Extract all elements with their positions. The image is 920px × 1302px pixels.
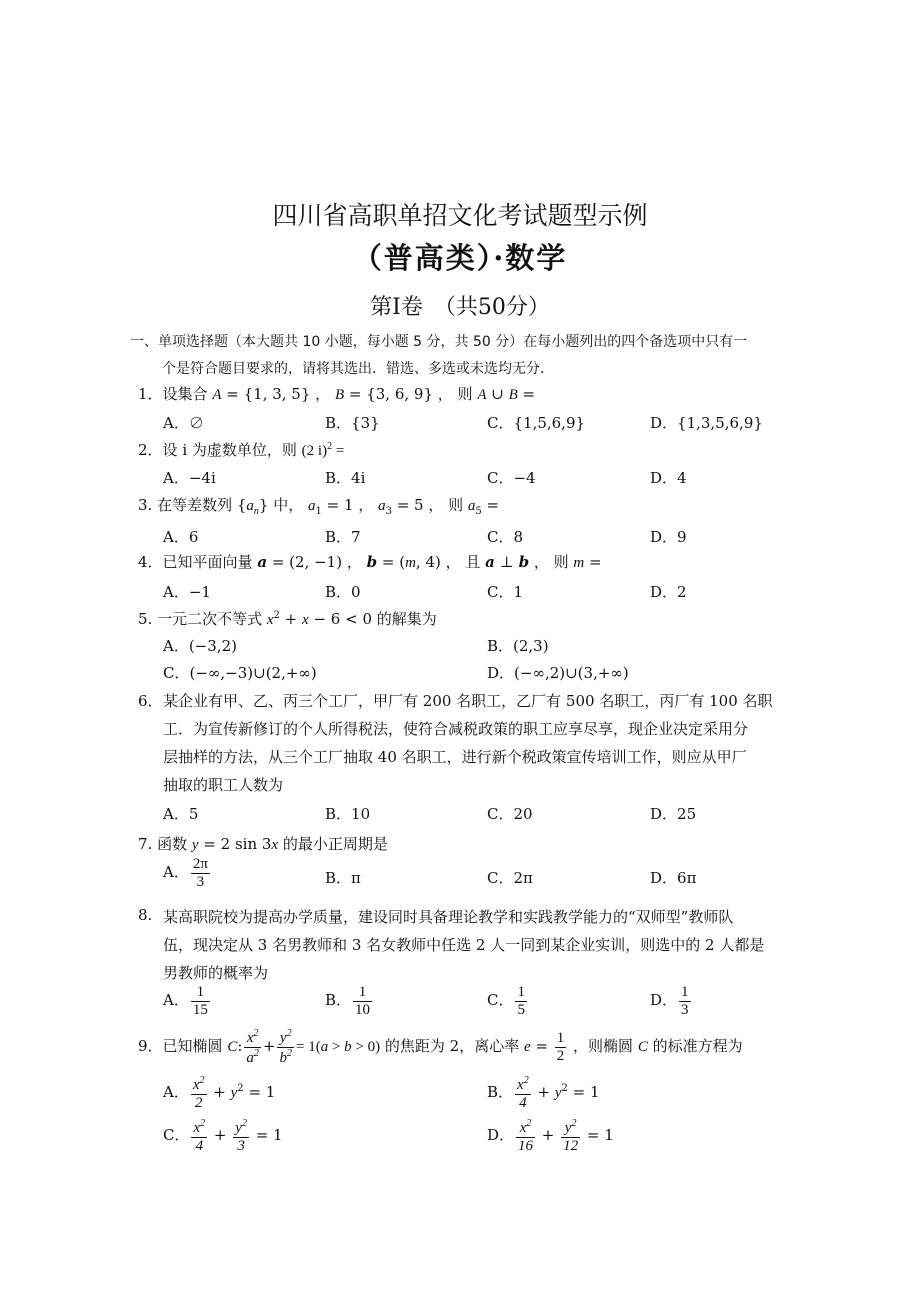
question-6-stem-line-1: 某企业有甲、乙、丙三个工厂，甲厂有 200 名职工，乙厂有 500 名职工，丙厂有 100 名职 (163, 692, 773, 710)
question-7-option-b: B．π (325, 869, 361, 887)
question-7-option-c: C．2π (487, 869, 533, 887)
question-8-stem-line-1: 某高职院校为提高办学质量，建设同时具备理论教学和实践教学能力的“双师型”教师队 (163, 908, 734, 926)
question-3-option-b: B．7 (325, 528, 361, 546)
question-2-option-a: A．−4i (163, 469, 216, 487)
question-6-option-c: C．20 (487, 805, 533, 823)
question-9-option-c: C． $\frac{x^2}{4}$ + $\frac{y^2}{3}$ = 1 (163, 1118, 283, 1154)
question-4-option-a: A．−1 (163, 583, 211, 601)
question-2-option-c: C．−4 (487, 469, 536, 487)
question-6-number: 6． (138, 692, 163, 710)
question-5-stem: 5. 一元二次不等式 $x^2 + x - 6 < 0$ 的解集为 (138, 610, 437, 628)
question-4-option-d: D．2 (650, 583, 687, 601)
question-4-option-c: C．1 (487, 583, 524, 601)
question-8-number: 8. (138, 906, 153, 924)
question-9-option-a: A． $\frac{x^2}{2}$ + $y^2 = 1$ (163, 1075, 276, 1111)
question-6-option-b: B．10 (325, 805, 371, 823)
question-8-stem-line-2: 伍，现决定从 3 名男教师和 3 名女教师中任选 2 人一同到某企业实训，则选中的 2 人都是 (163, 936, 765, 954)
question-6-option-a: A．5 (163, 805, 199, 823)
question-9-option-d: D． $\frac{x^2}{16}$ + $\frac{y^2}{12}$ = 1 (487, 1118, 614, 1154)
question-5-option-a: A．(−3,2) (163, 637, 237, 655)
question-3-option-a: A．6 (163, 528, 199, 546)
question-7-option-a: A． $\frac{2\pi}{3}$ (163, 856, 208, 890)
question-6-stem-line-2: 工．为宣传新修订的个人所得税法，使符合减税政策的职工应享尽享，现企业决定采用分 (163, 720, 749, 738)
question-9-option-b: B． $\frac{x^2}{4}$ + $y^2 = 1$ (487, 1075, 600, 1111)
question-2-stem: 2．设 i 为虚数单位，则 (2 i)$^2$ = (138, 441, 345, 459)
question-4-option-b: B．0 (325, 583, 361, 601)
question-2-option-b: B．4i (325, 469, 366, 487)
question-6-stem-line-3: 层抽样的方法，从三个工厂抽取 40 名职工，进行新个税政策宣传培训工作，则应从甲厂 (163, 748, 747, 766)
question-3-option-d: D．9 (650, 528, 687, 546)
question-8-option-b: B． $\frac{1}{10}$ (325, 984, 371, 1018)
question-3-option-c: C．8 (487, 528, 524, 546)
question-1-option-c: C．{1,5,6,9} (487, 414, 586, 432)
question-5-option-d: D．(−∞,2)∪(3,+∞) (487, 664, 629, 682)
question-8-option-d: D． $\frac{1}{3}$ (650, 984, 689, 1018)
question-7-option-d: D．6π (650, 869, 697, 887)
question-1-stem: 1．设集合 A = {1, 3, 5} ， B = {3, 6, 9} ， 则 A ∪ B = (138, 385, 536, 403)
volume-heading: 第Ⅰ卷 （共50分） (370, 295, 550, 320)
question-1-option-a: A．∅ (163, 414, 204, 432)
question-1-option-d: D．{1,3,5,6,9} (650, 414, 763, 432)
question-4-stem: 4．已知平面向量 a = (2, −1) ， b = (m, 4) ， 且 a ⊥ b ， 则 m = (138, 553, 602, 571)
question-9-stem: 9．已知椭圆 C: $\frac{x^2}{a^2}$ + $\frac{y^2}{b^2}$ = 1(a > b > 0) 的焦距为 2，离心率 e = $\frac{1}{2}$ ，则椭圆 C 的标准方程为 (138, 1028, 743, 1066)
question-5-option-c: C．(−∞,−3)∪(2,+∞) (163, 664, 317, 682)
question-8-option-c: C． $\frac{1}{5}$ (487, 984, 525, 1018)
question-1-option-b: B．{3} (325, 414, 380, 432)
question-2-option-d: D．4 (650, 469, 687, 487)
question-8-option-a: A． $\frac{1}{15}$ (163, 984, 208, 1018)
question-8-stem-line-3: 男教师的概率为 (163, 964, 269, 982)
page-subtitle: （普高类）·数学 (352, 241, 568, 275)
section-instructions-line-1: 一、单项选择题（本大题共 10 小题，每小题 5 分，共 50 分）在每小题列出的四个备选项中只有一 (130, 334, 748, 350)
question-6-option-d: D．25 (650, 805, 697, 823)
question-6-stem-line-4: 抽取的职工人数为 (163, 776, 284, 794)
page-title: 四川省高职单招文化考试题型示例 (272, 201, 648, 230)
question-5-option-b: B．(2,3) (487, 637, 549, 655)
question-3-stem: 3. 在等差数列 $\{a_n\}$ 中， $a_1 = 1$ ， $a_3 = 5$ ， 则 $a_5$ = (138, 496, 500, 517)
question-7-stem: 7. 函数 y = 2 sin 3x 的最小正周期是 (138, 835, 388, 853)
section-instructions-line-2: 个是符合题目要求的，请将其选出．错选、多选或未选均无分． (162, 361, 554, 377)
